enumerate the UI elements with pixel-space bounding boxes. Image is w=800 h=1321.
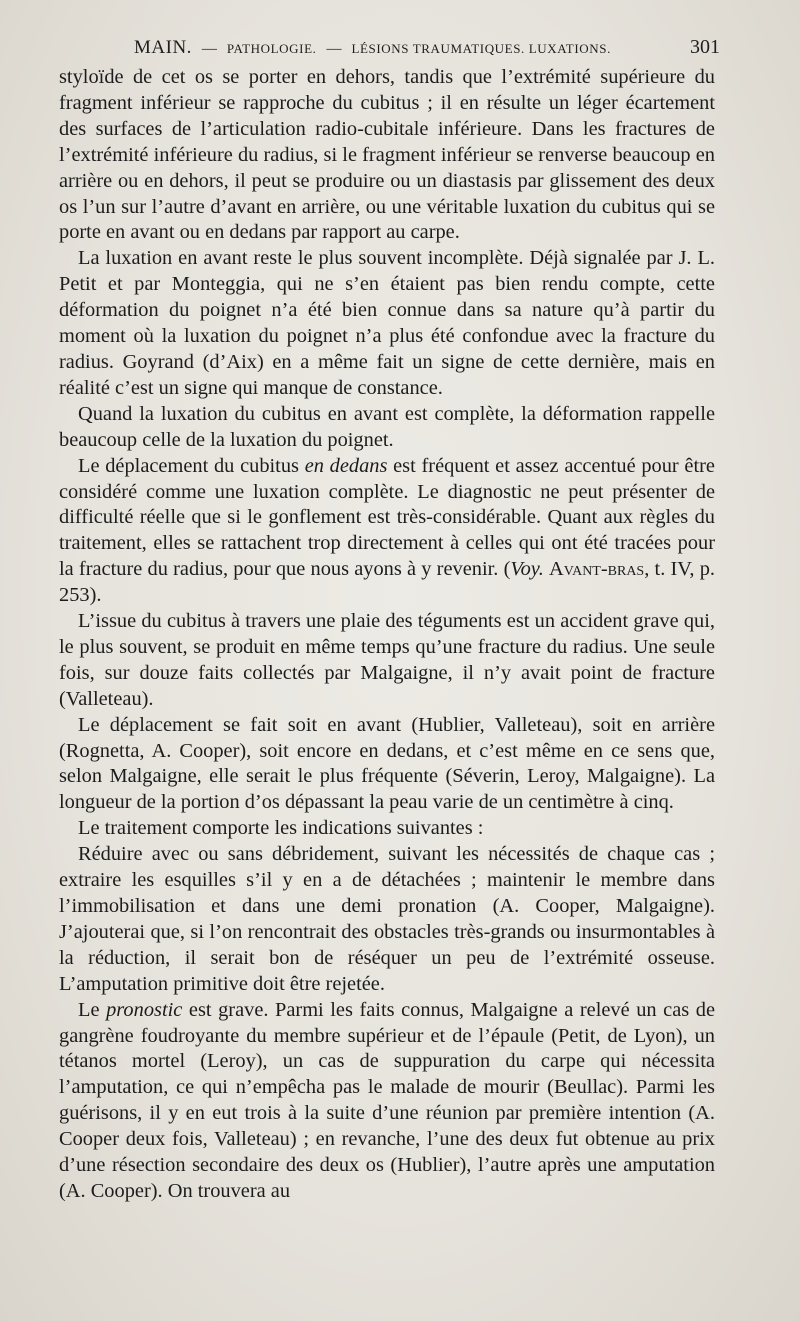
cross-reference-title: Avant-bras [549, 558, 645, 581]
header-dash: — [201, 41, 217, 57]
cross-reference-voy: Voy. [510, 558, 544, 581]
running-header [134, 36, 720, 60]
paragraph-text: est grave. Parmi les faits connus, Malgaigne a relevé un cas de gangrène foudroyante du membre supérieur et de l’épaule (Petit, de Lyon), un tétanos mortel (Leroy), un cas de suppuration du carpe qui nécessita l’amputation, ce qui n’empêcha pas le malade de mourir (Beullac). Parmi les guérisons, il y en eut trois à la suite d’une réunion par première intention (A. Cooper deux fois, Valleteau) ; en revanche, l’une des deux fut obtenue au prix d’une résection secondaire des deux os (Hublier), l’autre après une amputation (A. Cooper). On trouvera au [59, 998, 715, 1202]
paragraph: L’issue du cubitus à travers une plaie des téguments est un accident grave qui, le plus souvent, se produit en même temps qu’une fracture du radius. Une seule fois, sur douze faits collectés par Malgaigne, il n’y avait point de fracture (Valleteau). [59, 610, 715, 710]
paragraph [59, 454, 715, 609]
running-title-main: MAIN. [134, 37, 192, 58]
paragraph: Le traitement comporte les indications suivantes : [78, 817, 484, 840]
running-title-section: PATHOLOGIE. [226, 41, 317, 56]
header-dash: — [326, 41, 342, 57]
paragraph-text: Le déplacement du cubitus [78, 454, 305, 477]
paragraph: Réduire avec ou sans débridement, suivant les nécessités de chaque cas ; extraire les esquilles s’il y en a de détachées ; maintenir le membre dans l’immobilisation et dans une demi pronation (A. Cooper, Malgaigne). J’ajouterai que, si l’on rencontrait des obstacles très-grands ou insurmontables à la réduction, il serait bon de réséquer un peu de l’extrémité osseuse. L’amputation primitive doit être rejetée. [59, 843, 715, 995]
paragraph: Le déplacement se fait soit en avant (Hublier, Valleteau), soit en arrière (Rognetta, A. Cooper), soit encore en dedans, et c’est même en ce sens que, selon Malgaigne, elle serait le plus fréquente (Séverin, Leroy, Malgaigne). La longueur de la portion d’os dépassant la peau varie de un centimètre à cinq. [59, 713, 715, 814]
paragraph-text: , t. IV, p. 253). [59, 558, 715, 607]
paragraph: La luxation en avant reste le plus souvent incomplète. Déjà signalée par J. L. Petit et par Monteggia, qui ne s’en étaient pas bien rendu compte, cette déformation du poignet n’a été bien connue dans sa nature qu’à partir du moment où la luxation du poignet n’a plus été confondue avec la fracture du radius. Goyrand (d’Aix) en a même fait un signe de cette dernière, mais en réalité c’est un signe qui manque de constance. [59, 247, 715, 399]
paragraph [59, 998, 715, 1205]
paragraph: Quand la luxation du cubitus en avant est complète, la déformation rappelle beaucoup celle de la luxation du poignet. [59, 402, 715, 451]
paragraph: styloïde de cet os se porter en dehors, tandis que l’extrémité supérieure du fragment inférieur se rapproche du cubitus ; il en résulte un léger écartement des surfaces de l’articulation radio-cubitale inférieure. Dans les fractures de l’extrémité inférieure du radius, si le fragment inférieur se renverse beaucoup en arrière ou en dehors, il peut se produire ou un diastasis par glissement des deux os l’un sur l’autre d’avant en arrière, ou une véritable luxation du cubitus qui se porte en avant ou en dedans par rapport au carpe. [59, 66, 715, 244]
paragraph-text: est fréquent et assez accentué pour être considéré comme une luxation complète. Le diagnostic ne peut présenter de difficulté réelle que si le gonflement est très-considérable. Quant aux règles du traitement, elles se rattachent trop directement à celles qui ont été tracées pour la fracture du radius, pour que nous ayons à y revenir. ( [59, 454, 715, 581]
italic-term: pronostic [106, 998, 183, 1021]
page-number: 301 [690, 36, 720, 58]
running-title-sub: LÉSIONS TRAUMATIQUES. LUXATIONS. [351, 41, 611, 56]
body-text [59, 65, 715, 1205]
paragraph-text: Le [78, 998, 107, 1021]
italic-term: en dedans [304, 454, 388, 477]
